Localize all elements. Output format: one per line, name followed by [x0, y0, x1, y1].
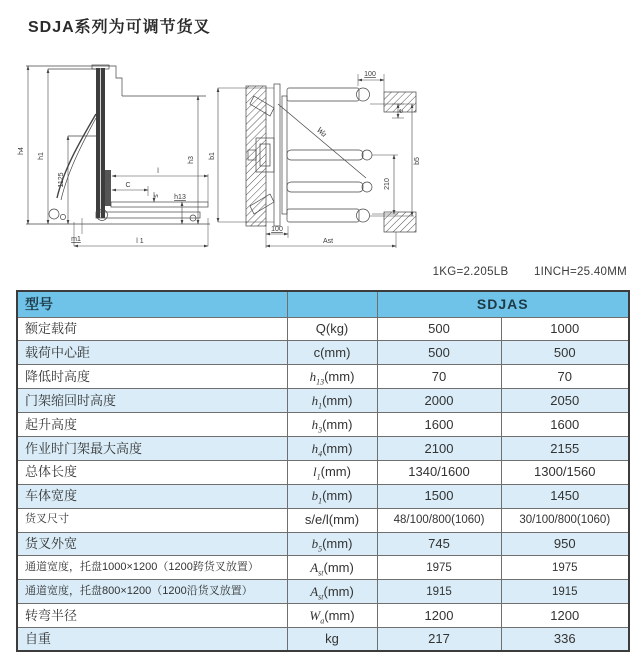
- page-title: SDJA系列为可调节货叉: [28, 19, 211, 36]
- dim-label-h3: h3: [188, 156, 195, 164]
- row-value-1: 500: [377, 317, 501, 341]
- dim-label-210: 210: [384, 178, 391, 190]
- row-label: 起升高度: [17, 413, 287, 437]
- table-row: [17, 556, 629, 580]
- row-label: 降低时高度: [17, 365, 287, 389]
- diagrams-area: [12, 56, 632, 256]
- dim-label-bottom-100: 100: [271, 226, 283, 233]
- spec-table: [16, 290, 630, 652]
- inch-conversion: 1INCH=25.40MM: [533, 266, 627, 278]
- row-symbol: c(mm): [287, 341, 377, 365]
- row-label: 货叉尺寸: [17, 508, 287, 532]
- symbol-header-cell: [287, 291, 377, 317]
- row-value-2: 500: [501, 341, 629, 365]
- row-value-1: 1600: [377, 413, 501, 437]
- dim-label-1125: 1125: [58, 172, 65, 188]
- dim-label-e: e: [398, 109, 405, 113]
- row-value-2: 950: [501, 532, 629, 556]
- row-value-1: 70: [377, 365, 501, 389]
- row-symbol: $b_1(mm)$: [287, 484, 377, 508]
- table-row: [17, 413, 629, 437]
- row-label: 通道宽度，托盘1000×1200（1200跨货叉放置）: [17, 556, 287, 580]
- row-value-2: 1000: [501, 317, 629, 341]
- spec-table-body: [17, 317, 629, 651]
- row-value-1: 217: [377, 628, 501, 652]
- dim-label-b1: b1: [209, 152, 216, 160]
- dim-label-wa: Wa: [314, 124, 330, 139]
- dim-label-h4: h4: [18, 147, 25, 155]
- row-value-2: 1200: [501, 604, 629, 628]
- row-label: 通道宽度，托盘800×1200（1200沿货叉放置）: [17, 580, 287, 604]
- dim-label-c: C: [125, 182, 131, 189]
- dim-label-m1: m1: [71, 236, 81, 243]
- row-symbol: $A_{st}(mm)$: [287, 580, 377, 604]
- table-row: [17, 532, 629, 556]
- row-value-1: 745: [377, 532, 501, 556]
- table-row: [17, 365, 629, 389]
- row-value-2: 1600: [501, 413, 629, 437]
- row-symbol: $b_5(mm)$: [287, 532, 377, 556]
- row-label: 转弯半径: [17, 604, 287, 628]
- row-value-2: 30/100/800(1060): [501, 508, 629, 532]
- row-value-2: 2050: [501, 389, 629, 413]
- table-row: [17, 341, 629, 365]
- table-row: [17, 604, 629, 628]
- row-value-1: 1500: [377, 484, 501, 508]
- dim-label-top-100: 100: [364, 71, 376, 78]
- row-label: 车体宽度: [17, 484, 287, 508]
- dim-label-b5: b5: [414, 157, 421, 165]
- row-symbol: s/e/l(mm): [287, 508, 377, 532]
- side-view-diagram: [12, 56, 212, 256]
- table-row: [17, 508, 629, 532]
- series-header-cell: SDJAS: [377, 291, 629, 317]
- unit-conversion-note: [433, 266, 627, 278]
- row-symbol: $A_{st}(mm)$: [287, 556, 377, 580]
- dim-label-ast: Ast: [322, 238, 334, 245]
- table-row: [17, 580, 629, 604]
- row-label: 门架缩回时高度: [17, 389, 287, 413]
- table-row: [17, 460, 629, 484]
- dim-label-s: s: [153, 194, 160, 198]
- row-value-2: 1975: [501, 556, 629, 580]
- row-label: 作业时门架最大高度: [17, 436, 287, 460]
- row-value-2: 2155: [501, 436, 629, 460]
- row-label: 载荷中心距: [17, 341, 287, 365]
- row-value-1: 1200: [377, 604, 501, 628]
- dim-label-h13: h13: [174, 194, 186, 201]
- table-row: [17, 436, 629, 460]
- row-symbol: $l_1(mm)$: [287, 460, 377, 484]
- row-symbol: kg: [287, 628, 377, 652]
- row-label: 额定载荷: [17, 317, 287, 341]
- row-label: 自重: [17, 628, 287, 652]
- dim-label-h1: h1: [38, 152, 45, 160]
- row-label: 总体长度: [17, 460, 287, 484]
- dim-label-l1: l 1: [136, 238, 144, 245]
- row-value-2: 1915: [501, 580, 629, 604]
- model-header-cell: 型号: [17, 291, 287, 317]
- row-symbol: $h_{13}(mm)$: [287, 365, 377, 389]
- row-value-1: 2100: [377, 436, 501, 460]
- row-value-1: 48/100/800(1060): [377, 508, 501, 532]
- top-view-diagram: [208, 56, 433, 256]
- row-value-1: 1340/1600: [377, 460, 501, 484]
- row-value-1: 1915: [377, 580, 501, 604]
- row-value-2: 70: [501, 365, 629, 389]
- row-label: 货叉外宽: [17, 532, 287, 556]
- row-value-2: 1450: [501, 484, 629, 508]
- row-symbol: $h_4(mm)$: [287, 436, 377, 460]
- table-row: [17, 628, 629, 652]
- row-value-2: 336: [501, 628, 629, 652]
- table-row: [17, 317, 629, 341]
- table-row: [17, 484, 629, 508]
- table-row: [17, 389, 629, 413]
- row-value-1: 1975: [377, 556, 501, 580]
- row-symbol: Q(kg): [287, 317, 377, 341]
- row-value-1: 2000: [377, 389, 501, 413]
- row-symbol: $h_1(mm)$: [287, 389, 377, 413]
- row-symbol: $h_3(mm)$: [287, 413, 377, 437]
- row-value-2: 1300/1560: [501, 460, 629, 484]
- dim-label-l: l: [157, 168, 159, 175]
- kg-conversion: 1KG=2.205LB: [432, 266, 509, 278]
- row-symbol: $W_a(mm)$: [287, 604, 377, 628]
- header-row: [17, 291, 629, 317]
- row-value-1: 500: [377, 341, 501, 365]
